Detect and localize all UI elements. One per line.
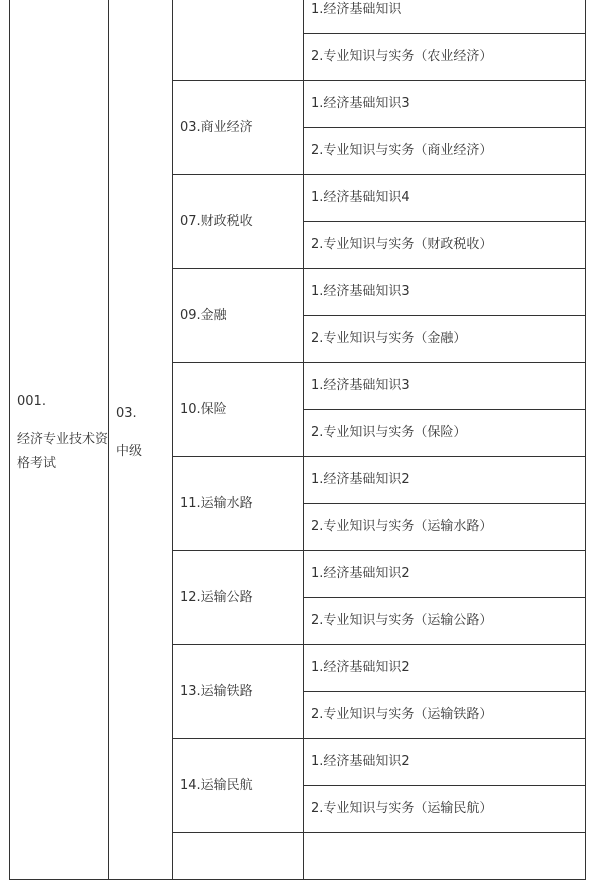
major-cell: 13.运输铁路 xyxy=(173,645,304,739)
level-cell xyxy=(109,0,173,880)
subject-cell: 1.经济基础知识4 xyxy=(304,175,586,222)
level-code: 03. xyxy=(116,406,137,421)
subject-cell: 2.专业知识与实务（保险） xyxy=(304,410,586,457)
major-cell: 03.商业经济 xyxy=(173,81,304,175)
major-cell: 10.保险 xyxy=(173,363,304,457)
exam-subject-table xyxy=(9,0,586,880)
subject-cell: 1.经济基础知识3 xyxy=(304,363,586,410)
major-cell: 11.运输水路 xyxy=(173,457,304,551)
subject-cell: 1.经济基础知识3 xyxy=(304,269,586,316)
table-body xyxy=(10,0,586,880)
subject-cell: 2.专业知识与实务（财政税收） xyxy=(304,222,586,269)
subject-cell: 2.专业知识与实务（农业经济） xyxy=(304,34,586,81)
major-cell xyxy=(173,833,304,880)
exam-name: 经济专业技术资格考试 xyxy=(17,432,109,471)
major-cell: 07.财政税收 xyxy=(173,175,304,269)
subject-cell: 1.经济基础知识2 xyxy=(304,645,586,692)
major-cell xyxy=(173,0,304,81)
subject-cell: 2.专业知识与实务（运输公路） xyxy=(304,598,586,645)
major-cell: 14.运输民航 xyxy=(173,739,304,833)
table-row xyxy=(10,0,586,34)
subject-cell: 1.经济基础知识3 xyxy=(304,81,586,128)
level-name: 中级 xyxy=(116,444,143,459)
major-cell: 12.运输公路 xyxy=(173,551,304,645)
subject-cell: 1.经济基础知识 xyxy=(304,0,586,34)
subject-cell: 1.经济基础知识2 xyxy=(304,739,586,786)
subject-cell: 1.经济基础知识2 xyxy=(304,551,586,598)
subject-cell: 2.专业知识与实务（商业经济） xyxy=(304,128,586,175)
exam-subject-table-wrapper xyxy=(9,0,585,816)
major-cell: 09.金融 xyxy=(173,269,304,363)
subject-cell: 1.经济基础知识2 xyxy=(304,457,586,504)
subject-cell: 2.专业知识与实务（运输水路） xyxy=(304,504,586,551)
exam-code: 001. xyxy=(17,394,46,409)
subject-cell: 2.专业知识与实务（运输铁路） xyxy=(304,692,586,739)
subject-cell xyxy=(304,833,586,880)
subject-cell: 2.专业知识与实务（运输民航） xyxy=(304,786,586,833)
exam-cell xyxy=(10,0,109,880)
subject-cell: 2.专业知识与实务（金融） xyxy=(304,316,586,363)
